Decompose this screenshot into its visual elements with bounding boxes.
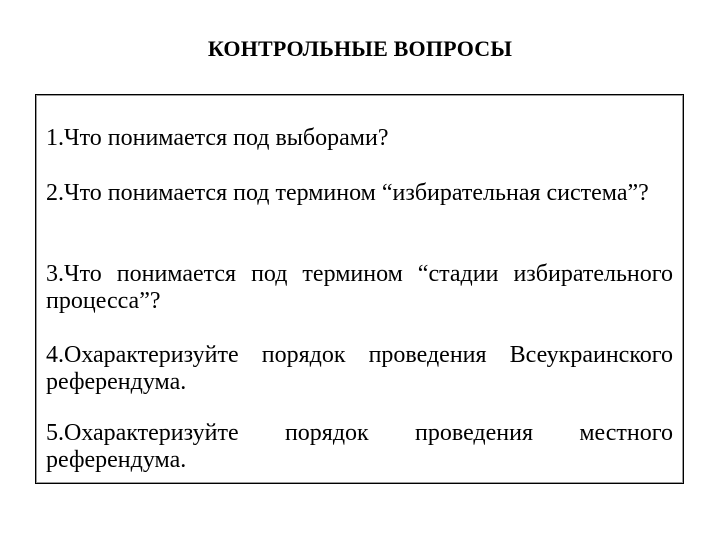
question-5: 5.Охарактеризуйте порядок проведения местного референдума. [46, 420, 673, 473]
question-1: 1.Что понимается под выборами? [46, 125, 389, 151]
questions-box [35, 94, 684, 484]
question-3: 3.Что понимается под термином “стадии избирательного процесса”? [46, 261, 673, 314]
question-4: 4.Охарактеризуйте порядок проведения Всеукраинского референдума. [46, 342, 673, 395]
question-2: 2.Что понимается под термином “избирательная система”? [46, 180, 649, 206]
slide-title: КОНТРОЛЬНЫЕ ВОПРОСЫ [207, 36, 513, 61]
